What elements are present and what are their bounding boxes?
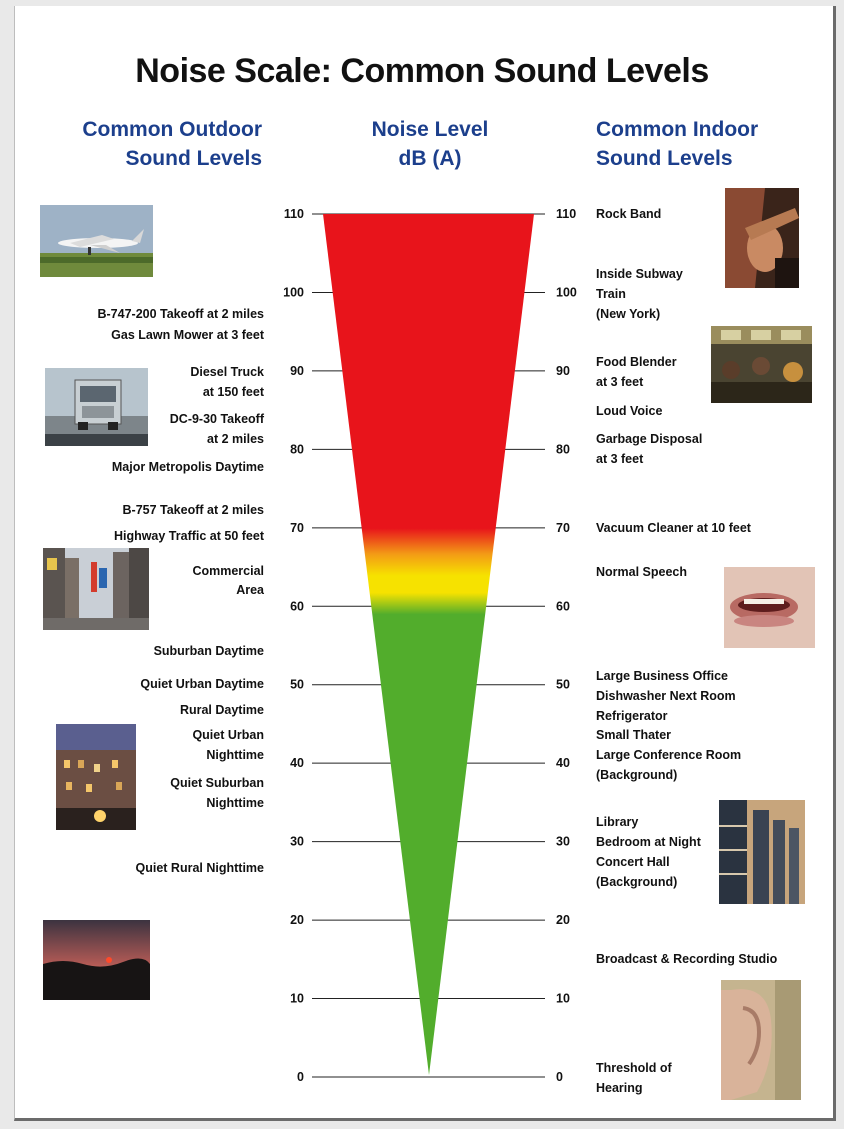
indoor-heading-line2: Sound Levels: [596, 147, 733, 170]
outdoor-label: at 2 miles: [207, 432, 264, 446]
outdoor-label: at 150 feet: [202, 385, 264, 399]
indoor-label: at 3 feet: [596, 375, 644, 389]
outdoor-label: Quiet Suburban: [170, 776, 264, 790]
noise-heading-line1: Noise Level: [371, 118, 489, 141]
indoor-label: Inside Subway: [596, 267, 683, 281]
tick-label-left: 30: [290, 834, 304, 849]
indoor-label: (Background): [596, 768, 678, 782]
indoor-label: Food Blender: [596, 355, 677, 369]
tick-label-right: 40: [556, 756, 570, 771]
outdoor-heading-line1: Common Outdoor: [82, 118, 262, 141]
tick-label-left: 90: [290, 363, 304, 378]
city-street-photo: [43, 548, 149, 630]
outdoor-label: Suburban Daytime: [153, 644, 264, 658]
noise-heading-line2: dB (A): [398, 147, 462, 170]
indoor-label: Rock Band: [596, 207, 662, 221]
city-night-photo: [56, 724, 136, 830]
tick-label-right: 20: [556, 913, 570, 928]
indoor-label: Hearing: [596, 1081, 643, 1095]
mouth-photo: [724, 567, 815, 648]
tick-label-right: 0: [556, 1070, 563, 1084]
indoor-label: (New York): [596, 307, 661, 321]
indoor-label: Broadcast & Recording Studio: [596, 952, 778, 966]
outdoor-label: Nighttime: [206, 796, 264, 810]
tick-label-right: 10: [556, 991, 570, 1006]
tick-label-right: 110: [556, 207, 577, 221]
tick-label-left: 70: [290, 520, 304, 535]
outdoor-label: Quiet Urban Daytime: [140, 677, 264, 691]
outdoor-label: Rural Daytime: [179, 703, 264, 717]
tick-label-left: 20: [290, 913, 304, 928]
outdoor-label: Commercial: [192, 564, 264, 578]
indoor-heading-line1: Common Indoor: [596, 118, 759, 141]
outdoor-label: Highway Traffic at 50 feet: [113, 529, 264, 543]
tick-label-left: 100: [283, 285, 304, 300]
tick-label-right: 90: [556, 363, 570, 378]
sunset-photo: [43, 920, 150, 1000]
tick-label-left: 40: [290, 756, 304, 771]
outdoor-label: B-747-200 Takeoff at 2 miles: [97, 307, 264, 321]
indoor-label: Refrigerator: [596, 709, 668, 723]
tick-label-left: 0: [297, 1070, 304, 1084]
indoor-label: Large Conference Room: [596, 748, 742, 762]
tick-label-left: 10: [290, 991, 304, 1006]
tick-label-right: 100: [556, 285, 577, 300]
indoor-label: Loud Voice: [596, 404, 663, 418]
indoor-label: Vacuum Cleaner at 10 feet: [596, 521, 751, 535]
tick-label-right: 30: [556, 834, 570, 849]
indoor-label: (Background): [596, 875, 678, 889]
indoor-label: Threshold of: [596, 1061, 672, 1075]
outdoor-label: B-757 Takeoff at 2 miles: [122, 503, 264, 517]
noise-level-triangle: [323, 214, 534, 1075]
tick-label-right: 80: [556, 442, 570, 457]
outdoor-label: Area: [236, 583, 264, 597]
indoor-label: Small Thater: [596, 728, 672, 742]
indoor-label: Bedroom at Night: [596, 835, 701, 849]
outdoor-heading-line2: Sound Levels: [125, 147, 262, 170]
indoor-label: at 3 feet: [596, 452, 644, 466]
library-photo: [719, 800, 805, 904]
indoor-label: Garbage Disposal: [596, 432, 703, 446]
indoor-label: Library: [596, 815, 639, 829]
tick-label-left: 60: [290, 599, 304, 614]
outdoor-label: DC-9-30 Takeoff: [169, 412, 264, 426]
truck-photo: [45, 368, 148, 446]
tick-label-right: 60: [556, 599, 570, 614]
guitarist-photo: [725, 188, 799, 288]
indoor-label: Large Business Office: [596, 669, 728, 683]
tick-label-right: 70: [556, 520, 570, 535]
outdoor-label: Quiet Urban: [192, 728, 264, 742]
tick-label-left: 50: [290, 677, 304, 692]
outdoor-label: Quiet Rural Nighttime: [135, 861, 264, 875]
indoor-label: Dishwasher Next Room: [596, 689, 736, 703]
subway-photo: [711, 326, 812, 403]
tick-label-left: 80: [290, 442, 304, 457]
tick-label-right: 50: [556, 677, 570, 692]
tick-label-left: 110: [283, 207, 304, 221]
indoor-label: Normal Speech: [596, 565, 688, 579]
outdoor-label: Major Metropolis Daytime: [111, 460, 264, 474]
ear-photo: [721, 980, 801, 1100]
outdoor-label: Nighttime: [206, 748, 264, 762]
indoor-label: Train: [596, 287, 626, 301]
page-title: Noise Scale: Common Sound Levels: [135, 52, 709, 90]
indoor-label: Concert Hall: [596, 855, 670, 869]
outdoor-label: Gas Lawn Mower at 3 feet: [111, 328, 264, 342]
airplane-photo: [40, 205, 153, 277]
outdoor-label: Diesel Truck: [190, 365, 264, 379]
